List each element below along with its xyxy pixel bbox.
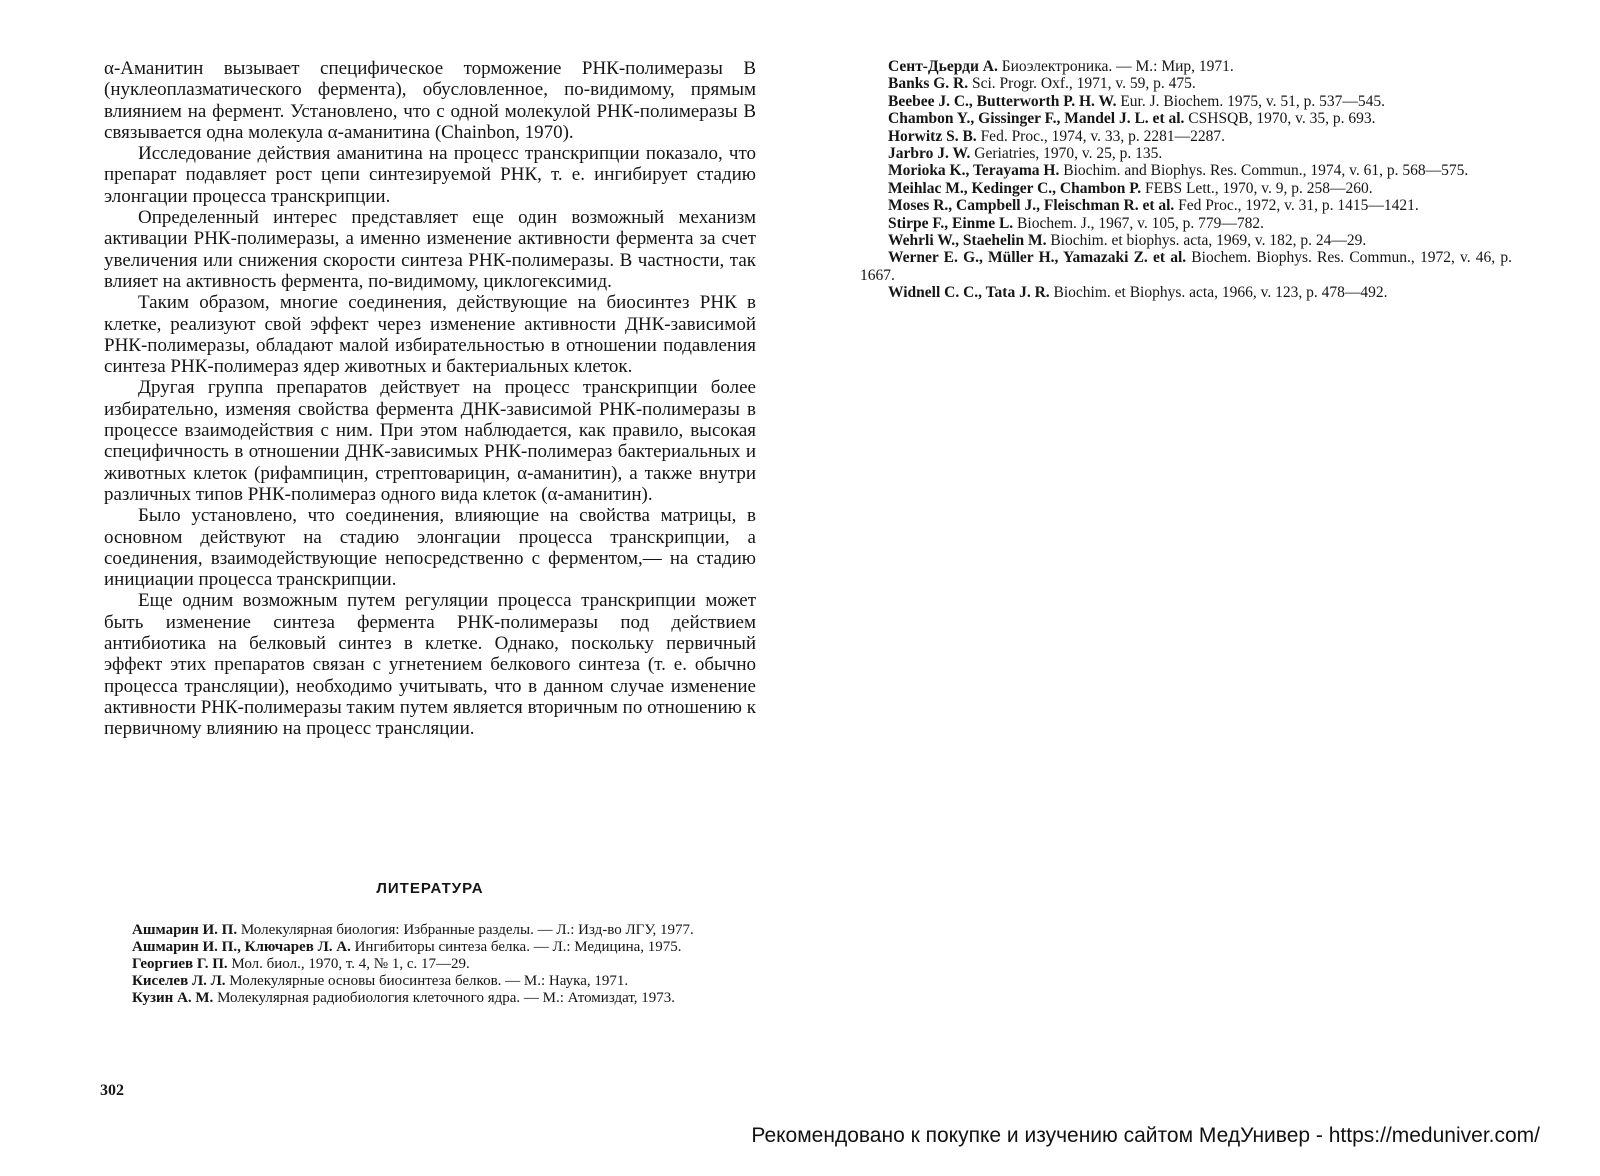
footer-recommendation-note: Рекомендовано к покупке и изучению сайтом МедУнивер - https://meduniver.com/	[751, 1124, 1540, 1147]
reference-authors: Horwitz S. B.	[888, 127, 977, 145]
page-number: 302	[100, 1082, 124, 1099]
reference-authors: Banks G. R.	[888, 75, 969, 93]
reference-text: Fed Proc., 1972, v. 31, p. 1415—1421.	[1174, 197, 1419, 215]
reference-item	[860, 75, 1512, 92]
left-column-body	[104, 58, 756, 740]
reference-item	[860, 110, 1512, 127]
reference-list-right	[860, 58, 1512, 302]
reference-text: Biochem. J., 1967, v. 105, p. 779—782.	[1013, 214, 1265, 232]
reference-authors: Jarbro J. W.	[888, 145, 971, 163]
paragraph-1: α-Аманитин вызывает специфическое торможение РНК-полимеразы В (нуклеоплазматического фермента), обусловленное, по-видимому, прямым влиянием на фермент. Установлено, что с одной молекулой РНК-полимеразы В связывается одна молекула α-аманитина (Chainbon, 1970).	[104, 58, 756, 143]
reference-item	[860, 284, 1512, 301]
reference-text: Fed. Proc., 1974, v. 33, p. 2281—2287.	[976, 127, 1225, 145]
reference-authors: Сент-Дьерди А.	[888, 58, 998, 75]
reference-authors: Werner E. G., Müller H., Yamazaki Z. et al.	[888, 249, 1187, 267]
reference-text: Sci. Progr. Oxf., 1971, v. 59, p. 475.	[968, 75, 1196, 93]
reference-item	[860, 58, 1512, 75]
reference-item	[860, 145, 1512, 162]
reference-text: Молекулярные основы биосинтеза белков. — М.: Наука, 1971.	[225, 973, 629, 989]
reference-authors: Morioka K., Terayama H.	[888, 162, 1060, 180]
paragraph-2: Исследование действия аманитина на процесс транскрипции показало, что препарат подавляет рост цепи синтезируемой РНК, т. е. ингибирует стадию элонгации процесса транскрипции.	[104, 143, 756, 207]
reference-authors: Киселев Л. Л.	[132, 973, 226, 989]
reference-item	[104, 922, 756, 939]
reference-text: CSHSQB, 1970, v. 35, p. 693.	[1184, 110, 1376, 128]
reference-item	[860, 180, 1512, 197]
reference-authors: Stirpe F., Einme L.	[888, 214, 1014, 232]
reference-authors: Chambon Y., Gissinger F., Mandel J. L. et al.	[888, 110, 1185, 128]
reference-list-left	[104, 922, 756, 1007]
paragraph-4: Таким образом, многие соединения, действующие на биосинтез РНК в клетке, реализуют свой эффект через изменение активности ДНК-зависимой РНК-полимеразы, обладают малой избирательностью в отношении подавления синтеза РНК-полимераз ядер животных и бактериальных клеток.	[104, 292, 756, 378]
reference-text: Молекулярная радиобиология клеточного ядра. — М.: Атомиздат, 1973.	[213, 990, 676, 1006]
reference-authors: Георгиев Г. П.	[132, 956, 228, 972]
reference-text: Biochim. and Biophys. Res. Commun., 1974, v. 61, p. 568—575.	[1059, 162, 1469, 180]
reference-authors: Widnell C. C., Tata J. R.	[888, 284, 1050, 302]
reference-text: Geriatries, 1970, v. 25, p. 135.	[970, 145, 1163, 163]
reference-text: FEBS Lett., 1970, v. 9, p. 258—260.	[1141, 179, 1373, 197]
reference-item	[104, 939, 756, 956]
reference-item	[104, 956, 756, 973]
paragraph-3: Определенный интерес представляет еще один возможный механизм активации РНК-полимеразы, а именно изменение активности фермента за счет увеличения или снижения скорости синтеза РНК-полимеразы. В частности, так влияет на активность фермента, по-видимому, циклогексимид.	[104, 207, 756, 292]
reference-authors: Кузин А. М.	[132, 990, 214, 1006]
reference-authors: Meihlac M., Kedinger C., Chambon P.	[888, 179, 1142, 197]
reference-text: Eur. J. Biochem. 1975, v. 51, p. 537—545.	[1116, 92, 1385, 110]
paragraph-5: Другая группа препаратов действует на процесс транскрипции более избирательно, изменяя свойства фермента ДНК-зависимой РНК-полимеразы в процессе взаимодействия с ним. При этом наблюдается, как правило, высокая специфичность в отношении ДНК-зависимых РНК-полимераз бактериальных и животных клеток (рифампицин, стрептоварицин, α-аманитин), а также внутри различных типов РНК-полимераз одного вида клеток (α-аманитин).	[104, 377, 756, 505]
reference-text: Молекулярная биология: Избранные разделы. — Л.: Изд-во ЛГУ, 1977.	[237, 922, 694, 938]
paragraph-6: Было установлено, что соединения, влияющие на свойства матрицы, в основном действуют на стадию элонгации процесса транскрипции, а соединения, взаимодействующие непосредственно с ферментом,— на стадию инициации процесса транскрипции.	[104, 505, 756, 591]
reference-authors: Ашмарин И. П., Ключарев Л. А.	[132, 939, 351, 955]
reference-authors: Beebee J. C., Butterworth P. H. W.	[888, 92, 1117, 110]
reference-authors: Wehrli W., Staehelin M.	[888, 232, 1047, 250]
reference-item	[104, 990, 756, 1007]
reference-text: Ингибиторы синтеза белка. — Л.: Медицина, 1975.	[350, 939, 682, 955]
reference-item	[860, 128, 1512, 145]
reference-authors: Ашмарин И. П.	[132, 922, 238, 938]
reference-text: Biochem. Biophys. Res. Commun., 1972, v. 46, p. 1667.	[860, 249, 1512, 284]
reference-text: Мол. биол., 1970, т. 4, № 1, с. 17—29.	[227, 956, 470, 972]
reference-item	[860, 162, 1512, 179]
reference-item	[860, 249, 1512, 284]
reference-text: Биоэлектроника. — М.: Мир, 1971.	[997, 58, 1234, 75]
reference-text: Biochim. et Biophys. acta, 1966, v. 123, p. 478—492.	[1049, 284, 1388, 302]
reference-authors: Moses R., Campbell J., Fleischman R. et al.	[888, 197, 1175, 215]
paragraph-7: Еще одним возможным путем регуляции процесса транскрипции может быть изменение синтеза фермента РНК-полимеразы под действием антибиотика на белковый синтез в клетке. Однако, поскольку первичный эффект этих препаратов связан с угнетением белкового синтеза (т. е. обычно процесса трансляции), необходимо учитывать, что в данном случае изменение активности РНК-полимеразы таким путем является вторичным по отношению к первичному влиянию на процесс трансляции.	[104, 590, 756, 740]
reference-item	[860, 197, 1512, 214]
reference-item	[104, 973, 756, 990]
literature-heading: ЛИТЕРАТУРА	[376, 880, 484, 897]
reference-text: Biochim. et biophys. acta, 1969, v. 182, p. 24—29.	[1046, 232, 1367, 250]
reference-item	[860, 232, 1512, 249]
reference-item	[860, 93, 1512, 110]
reference-item	[860, 215, 1512, 232]
